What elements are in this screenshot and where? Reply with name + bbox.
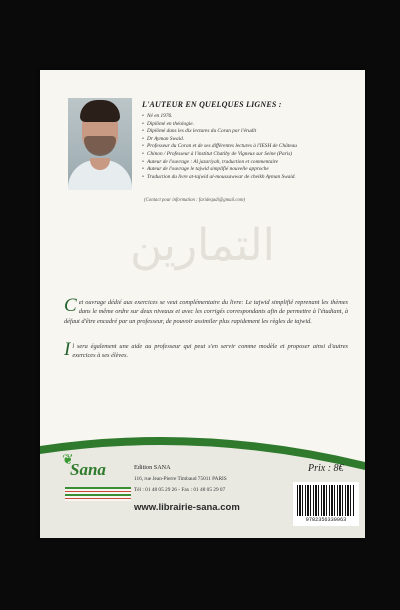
bio-line: • Auteur de l'ouvrage : Al jazariyah, traduction et commentaire xyxy=(142,159,357,167)
price-label: Prix : 8€ xyxy=(308,463,344,474)
drop-cap: I xyxy=(64,339,71,360)
barcode-bars xyxy=(297,485,355,516)
barcode xyxy=(293,482,359,526)
bio-line: • Né en 1976. xyxy=(142,113,357,121)
publisher-logo: Sana xyxy=(70,460,106,479)
bio-line: • Diplômé en théologie. xyxy=(142,121,357,129)
author-heading: L'AUTEUR EN QUELQUES LIGNES : xyxy=(142,100,282,109)
bio-line: • Diplômé dans les dix lectures du Coran par l'érudit xyxy=(142,128,357,136)
publisher-website: www.librairie-sana.com xyxy=(134,502,240,513)
publisher-phone: Tél : 01 48 05 29 26 - Fax : 01 48 05 29 07 xyxy=(134,487,226,493)
book-back-cover xyxy=(40,70,365,538)
bio-line: • Dr Ayman Swaid. xyxy=(142,136,357,144)
bio-line: • Chinon / Professeur à l'institut Chatiby de Vigneux sur Seine (Paris) xyxy=(142,151,357,159)
author-contact: (Contact pour information : farideqadi@gmail.com) xyxy=(144,198,246,203)
description-text-2: l sera également une aide au professeur qui peut s'en servir comme modèle et proposer ainsi d'autres exercices à ses élèves. xyxy=(72,343,348,360)
description-text-1: et ouvrage dédié aux exercices se veut complémentaire du livre: Le tajwid simplifié reprenant les thèmes dans le même ordre sur deux niveaux et avec les corrigés correspondants afin de permettre à l'étudiant, à défaut d'être encadré par un professeur, de pouvoir assimiler plus rapidement les règles de tajwid. xyxy=(64,299,348,325)
description-paragraph-1 xyxy=(64,295,348,326)
bio-line: • Traduction du livre at-tajwid al-moussawwar de cheikh Ayman Swaid. xyxy=(142,174,357,182)
description-paragraph-2 xyxy=(64,339,348,361)
logo-stripes xyxy=(65,487,131,501)
barcode-number: 9782356330963 xyxy=(305,517,347,523)
drop-cap: C xyxy=(64,295,77,316)
publisher-address: 116, rue Jean-Pierre Timbaud 75011 PARIS xyxy=(134,476,227,482)
bio-line: • Professeur du Coran et de ses différentes lectures à l'IESH de Château xyxy=(142,143,357,151)
arabic-title: التمارين xyxy=(130,220,275,271)
leaf-icon: ❦ xyxy=(62,453,74,468)
author-bio xyxy=(142,100,357,181)
bio-line: • Auteur de l'ouvrage le tajwid simplifié nouvelle approche xyxy=(142,166,357,174)
author-photo xyxy=(68,98,132,190)
publisher-name: Edition SANA xyxy=(134,464,171,471)
